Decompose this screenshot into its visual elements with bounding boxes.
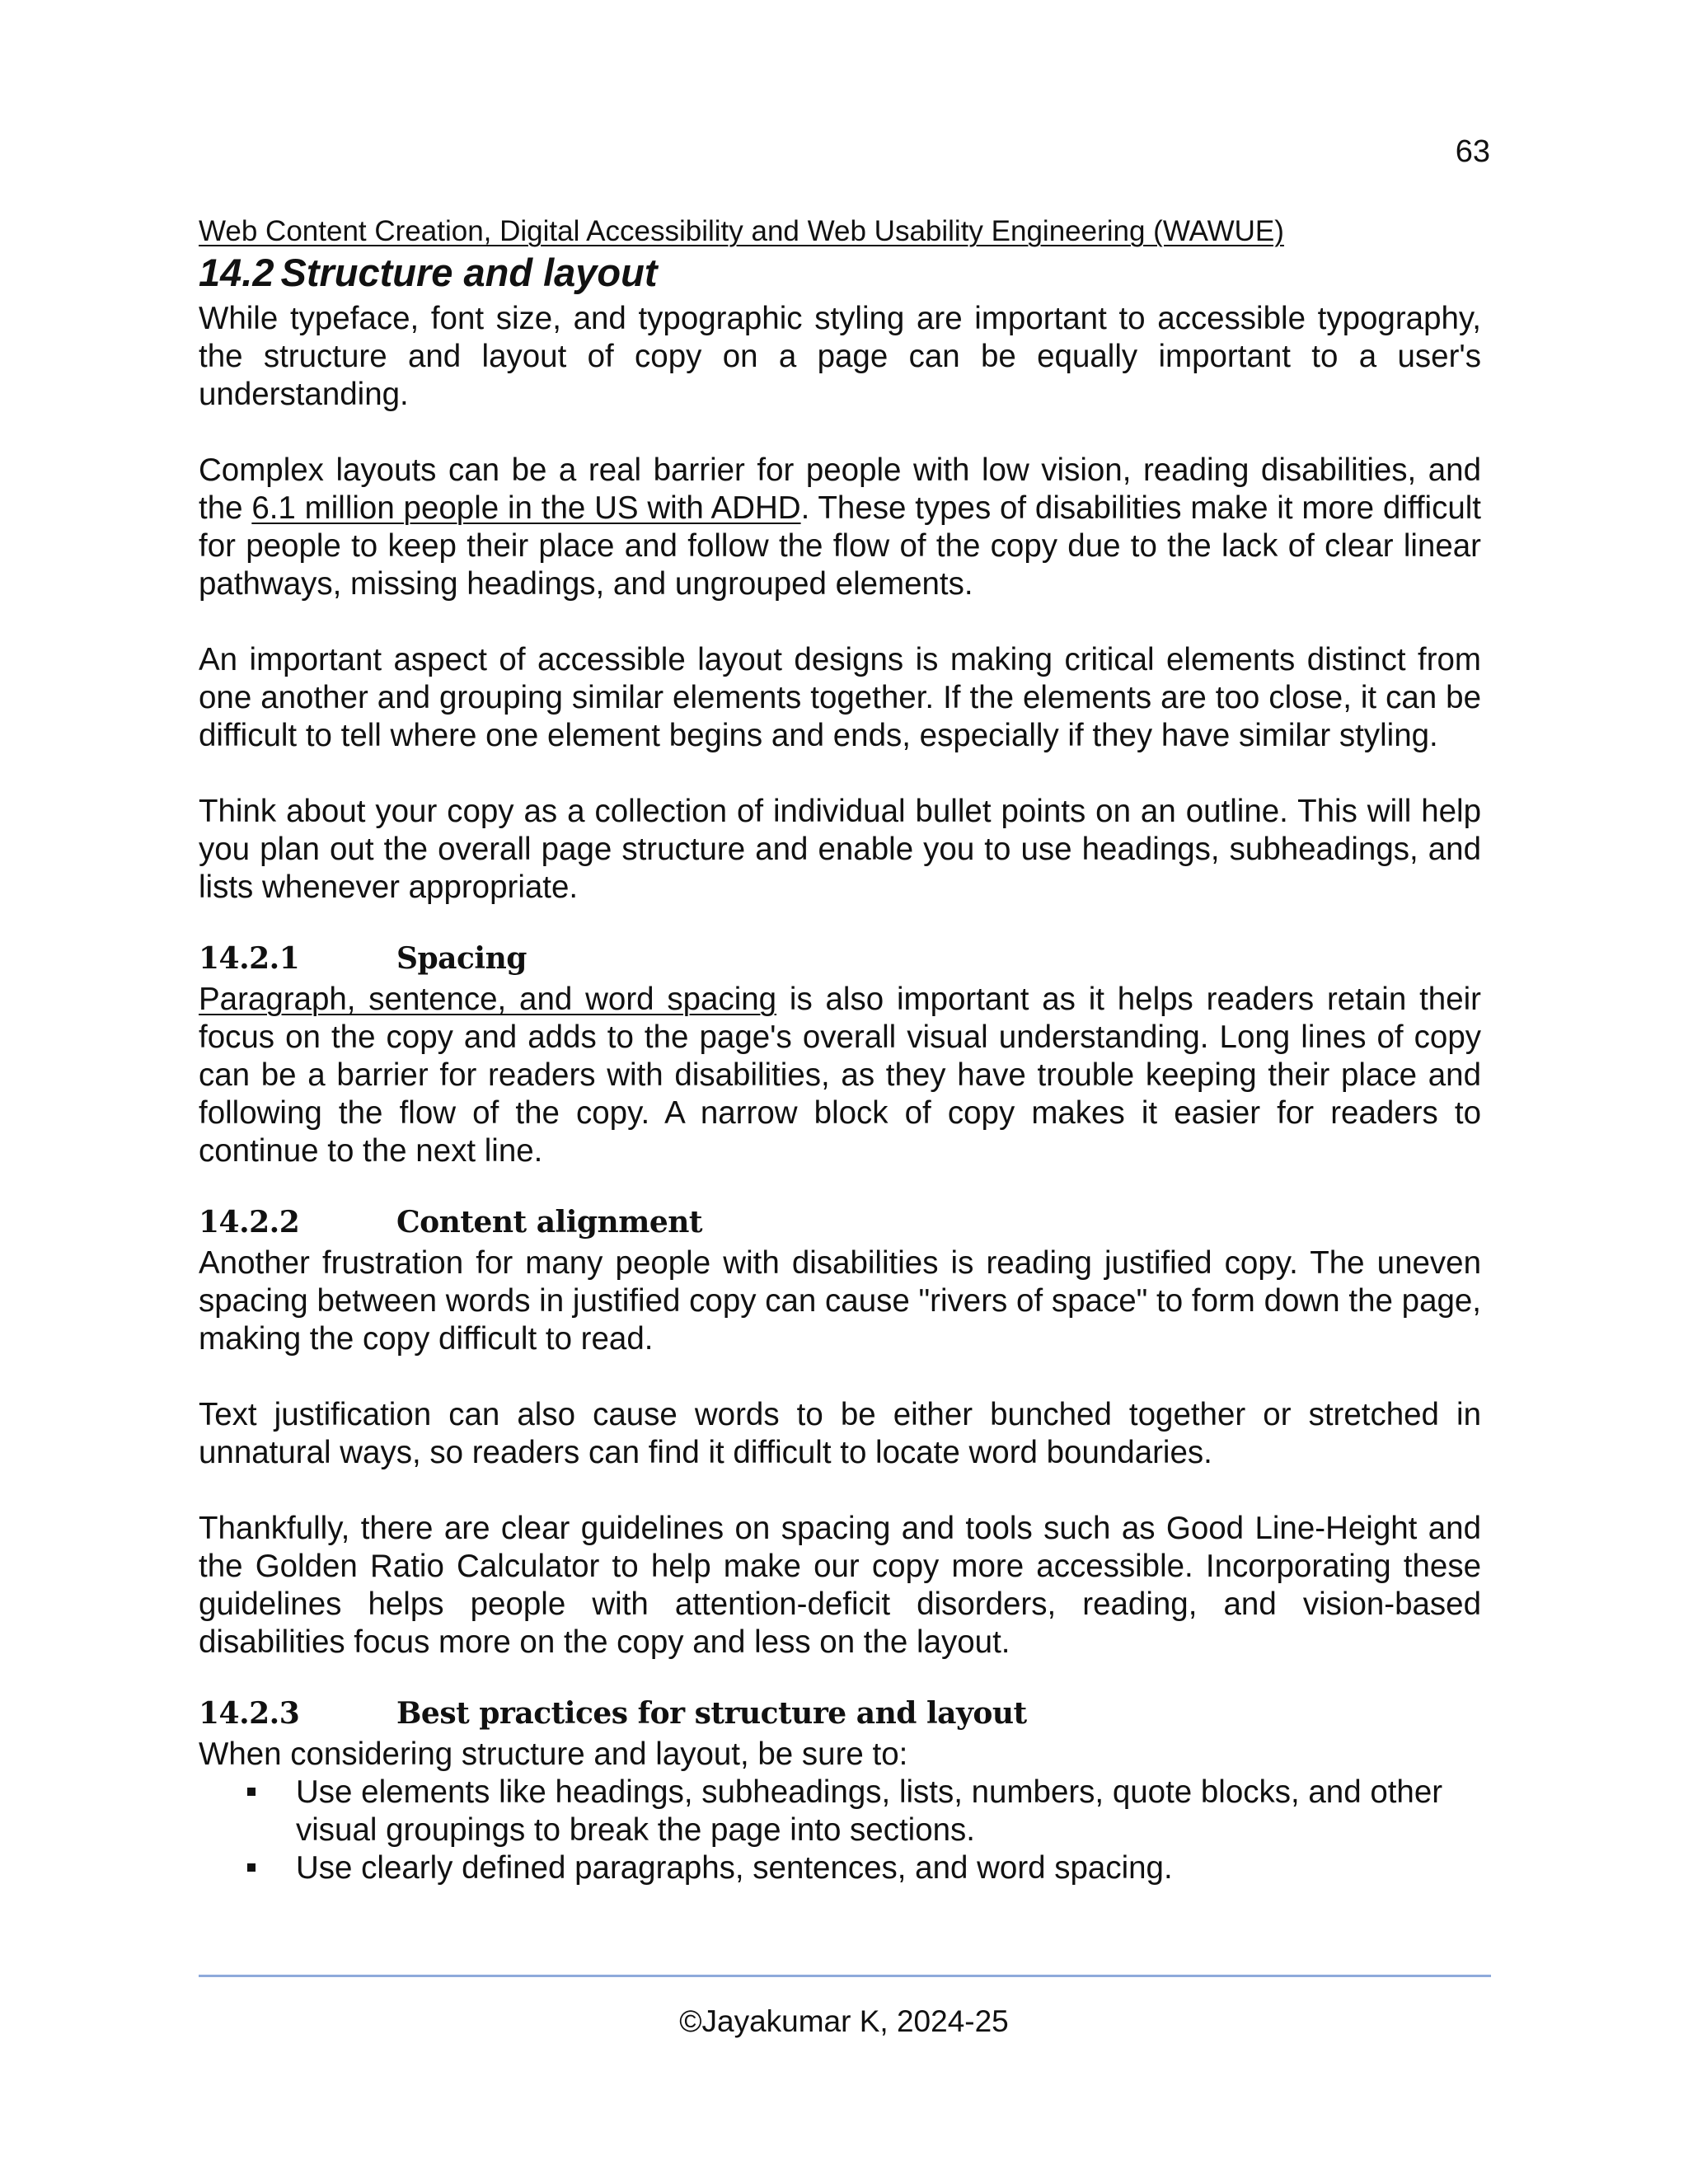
best-practices-list (199, 1774, 1481, 1887)
footer-copyright: ©Jayakumar K, 2024-25 (679, 2004, 1009, 2038)
square-bullet-icon (247, 1788, 256, 1796)
subsection-title: Best practices for structure and layout (396, 1696, 1027, 1731)
list-item (199, 1774, 1481, 1849)
paragraph-intro: While typeface, font size, and typographic styling are important to accessible typography, the structure and layout of copy on a page can be equally important to a user's understanding. (199, 301, 1481, 412)
paragraph-text-justification: Text justification can also cause words to be either bunched together or stretched in unnatural ways, so readers can find it difficult to locate word boundaries. (199, 1397, 1481, 1470)
list-item-text: Use clearly defined paragraphs, sentences, and word spacing. (296, 1850, 1173, 1886)
paragraph-complex-layouts (199, 452, 1481, 603)
subsection-number: 14.2.2 (199, 1205, 300, 1240)
section-title: Structure and layout (280, 251, 658, 294)
paragraph-text: . These types of disabilities make it more difficult for people to keep their place and follow the flow of the copy due to the lack of clear linear pathways, missing headings, and ungrouped elements. (199, 490, 1481, 602)
section-number: 14.2 (199, 251, 274, 294)
running-header: Web Content Creation, Digital Accessibility and Web Usability Engineering (WAWUE) (199, 215, 1284, 247)
list-item-text: Use elements like headings, subheadings, lists, numbers, quote blocks, and other visual groupings to break the page into sections. (296, 1774, 1443, 1848)
square-bullet-icon (247, 1863, 256, 1872)
subsection-heading-alignment (199, 1202, 1481, 1243)
subsection-heading-spacing (199, 938, 1481, 979)
spacing-link[interactable]: Paragraph, sentence, and word spacing (199, 982, 777, 1017)
paragraph-guidelines: Thankfully, there are clear guidelines on spacing and tools such as Good Line-Height and the Golden Ratio Calculator to help make our copy more accessible. Incorporating these guidelines helps people with attention-deficit disorders, reading, and vision-based disabilities focus more on the copy and less on the layout. (199, 1511, 1481, 1660)
footer-divider (199, 1975, 1491, 1977)
subsection-title: Spacing (396, 941, 527, 976)
paragraph-outline: Think about your copy as a collection of individual bullet points on an outline. This will help you plan out the overall page structure and enable you to use headings, subheadings, and lists whenever appropriate. (199, 794, 1481, 905)
best-practices-intro: When considering structure and layout, be sure to: (199, 1736, 908, 1772)
adhd-link[interactable]: 6.1 million people in the US with ADHD (251, 490, 801, 526)
paragraph-spacing (199, 981, 1481, 1170)
page-number: 63 (1455, 134, 1490, 169)
section-heading (199, 249, 1481, 297)
paragraph-justified-copy: Another frustration for many people with disabilities is reading justified copy. The uneven spacing between words in justified copy can cause "rivers of space" to form down the page, making the copy difficult to read. (199, 1245, 1481, 1357)
subsection-heading-best-practices (199, 1693, 1481, 1734)
subsection-title: Content alignment (396, 1205, 703, 1240)
subsection-number: 14.2.3 (199, 1696, 300, 1731)
page-content (199, 214, 1481, 1887)
paragraph-grouping: An important aspect of accessible layout designs is making critical elements distinct from one another and grouping similar elements together. If the elements are too close, it can be difficult to tell where one element begins and ends, especially if they have similar styling. (199, 642, 1481, 753)
list-item (199, 1849, 1481, 1887)
paragraph-text: Complex layouts can be a real barrier for people with low vision, reading disabilities, and the (199, 452, 1481, 526)
paragraph-text: is also important as it helps readers retain their focus on the copy and adds to the page's overall visual understanding. Long lines of copy can be a barrier for readers with disabilities, as they have trouble keeping their place and following the flow of the copy. A narrow block of copy makes it easier for readers to continue to the next line. (199, 982, 1481, 1169)
subsection-number: 14.2.1 (199, 941, 300, 976)
